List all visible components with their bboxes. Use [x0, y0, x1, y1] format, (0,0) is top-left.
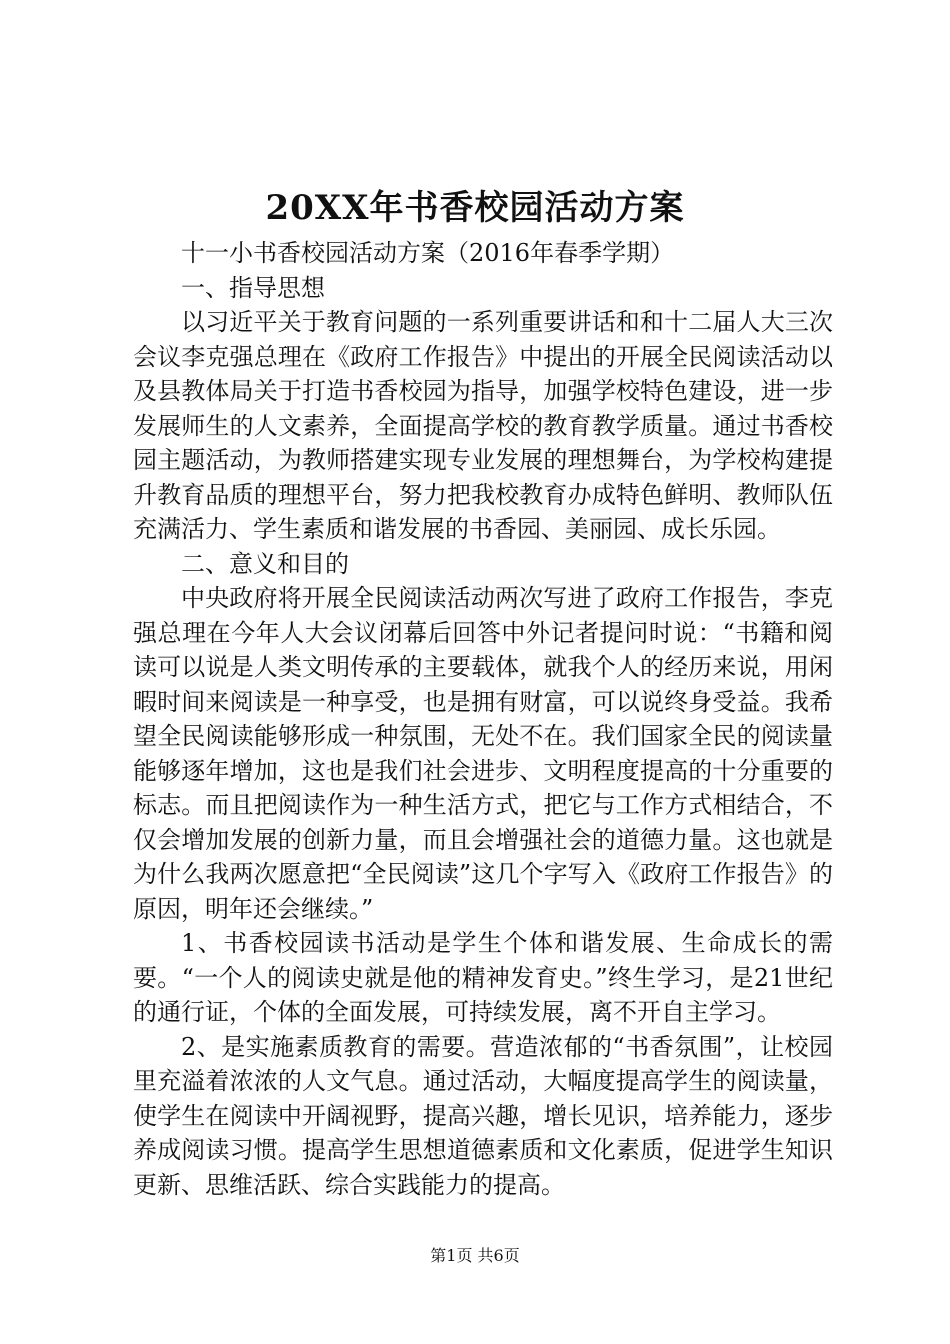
heading-significance: 二、意义和目的 — [181, 549, 349, 578]
paragraph-significance: 中央政府将开展全民阅读活动两次写进了政府工作报告，李克强总理在今年人大会议闭幕后回答中外记者提问时说：“书籍和阅读可以说是人类文明传承的主要载体，就我个人的经历来说，用闲暇时间来阅读是一种享受，也是拥有财富，可以说终身受益。我希望全民阅读能够形成一种氛围，无处不在。我们国家全民的阅读量能够逐年增加，这也是我们社会进步、文明程度提高的十分重要的标志。而且把阅读作为一种生活方式，把它与工作方式相结合，不仅会增加发展的创新力量，而且会增强社会的道德力量。这也就是为什么我两次愿意把“全民阅读”这几个字写入《政府工作报告》的原因，明年还会继续。” — [133, 584, 833, 923]
paragraph-point-1: 1、书香校园读书活动是学生个体和谐发展、生命成长的需要。“一个人的阅读史就是他的精神发育史。”终生学习，是21世纪的通行证，个体的全面发展，可持续发展，离不开自主学习。 — [133, 929, 833, 1026]
page-footer: 第1页 共6页 — [430, 1246, 520, 1265]
paragraph-guiding-ideology: 以习近平关于教育问题的一系列重要讲话和和十二届人大三次会议李克强总理在《政府工作报告》中提出的开展全民阅读活动以及县教体局关于打造书香校园为指导，加强学校特色建设，进一步发展师生的人文素养，全面提高学校的教育教学质量。通过书香校园主题活动，为教师搭建实现专业发展的理想舞台，为学校构建提升教育品质的理想平台，努力把我校教育办成特色鲜明、教师队伍充满活力、学生素质和谐发展的书香园、美丽园、成长乐园。 — [133, 308, 833, 543]
document-title: 20XX年书香校园活动方案 — [265, 188, 685, 228]
heading-guiding-ideology: 一、指导思想 — [181, 273, 325, 302]
paragraph-point-2: 2、是实施素质教育的需要。营造浓郁的“书香氛围”，让校园里充溢着浓浓的人文气息。通过活动，大幅度提高学生的阅读量，使学生在阅读中开阔视野，提高兴趣，增长见识，培养能力，逐步养成阅读习惯。提高学生思想道德素质和文化素质，促进学生知识更新、思维活跃、综合实践能力的提高。 — [133, 1032, 833, 1199]
document-body — [133, 236, 833, 1202]
paragraph-subtitle: 十一小书香校园活动方案（2016年春季学期） — [181, 239, 675, 267]
